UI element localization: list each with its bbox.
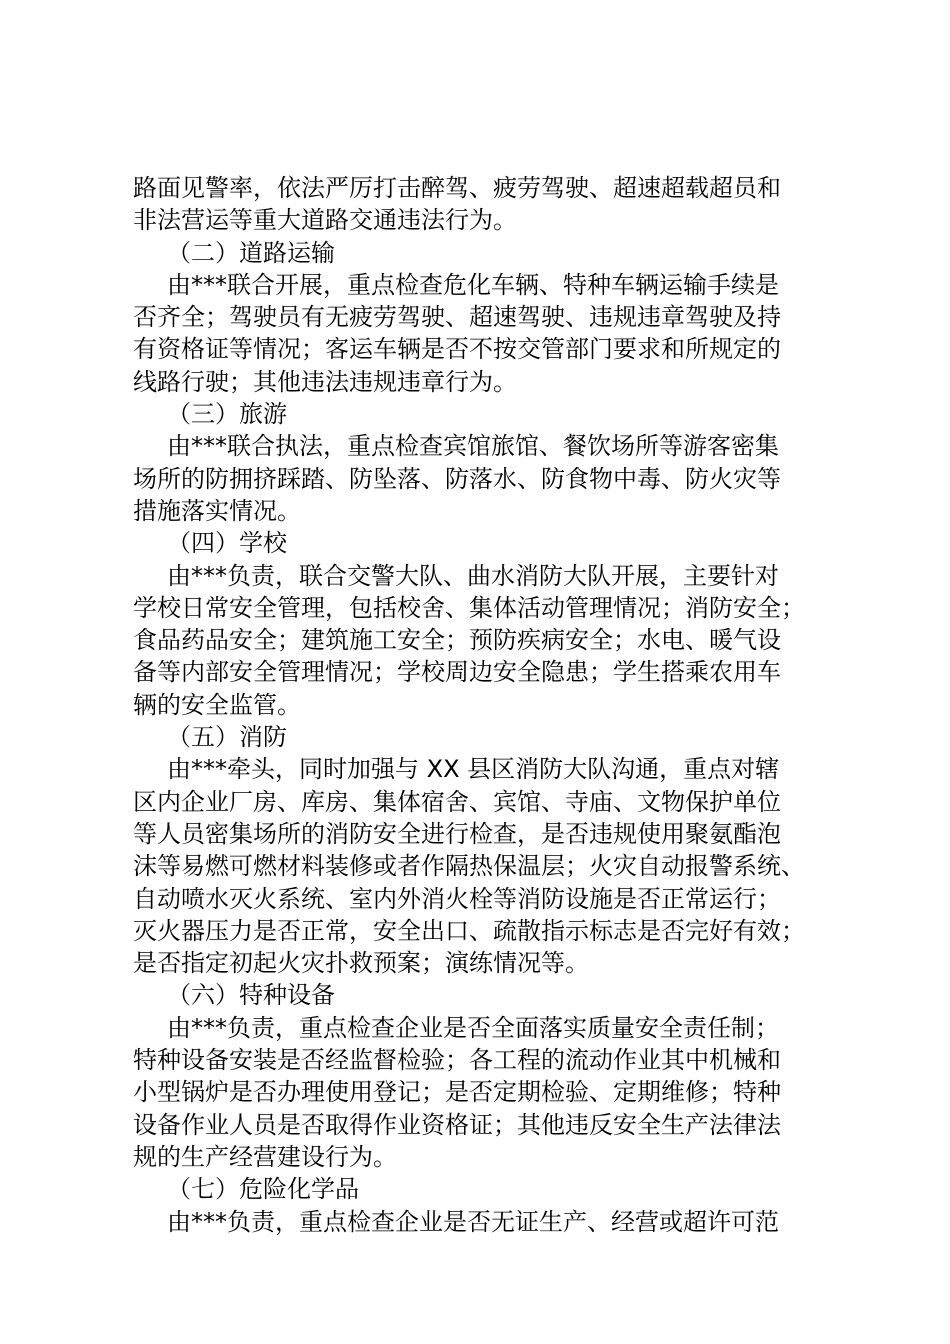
- section-heading: （四）学校: [167, 529, 287, 558]
- document-body: [133, 172, 833, 1238]
- body-text-line: 设备作业人员是否取得作业资格证；其他违反安全生产法律法: [133, 1110, 781, 1139]
- body-text-line: 辆的安全监管。: [133, 690, 301, 719]
- body-text-line: 由***负责，重点检查企业是否全面落实质量安全责任制；: [167, 1013, 779, 1042]
- body-text-line: 非法营运等重大道路交通违法行为。: [133, 206, 517, 235]
- body-text-line: 由***联合开展，重点检查危化车辆、特种车辆运输手续是: [167, 270, 779, 299]
- body-text-line: 线路行驶；其他违法违规违章行为。: [133, 367, 517, 396]
- body-text-line: 由***牵头，同时加强与 XX 县区消防大队沟通，重点对辖: [167, 755, 780, 784]
- section-heading: （六）特种设备: [167, 981, 335, 1010]
- body-text-line: 有资格证等情况；客运车辆是否不按交管部门要求和所规定的: [133, 335, 781, 364]
- body-text-line: 食品药品安全；建筑施工安全；预防疾病安全；水电、暖气设: [133, 626, 781, 655]
- body-text-line: 路面见警率，依法严厉打击醉驾、疲劳驾驶、超速超载超员和: [133, 174, 781, 202]
- body-text-line: 否齐全；驾驶员有无疲劳驾驶、超速驾驶、违规违章驾驶及持: [133, 303, 781, 332]
- section-heading: （五）消防: [167, 723, 287, 752]
- body-text-line: 由***联合执法，重点检查宾馆旅馆、餐饮场所等游客密集: [167, 432, 779, 461]
- section-heading: （三）旅游: [167, 400, 287, 429]
- body-text-line: 灭火器压力是否正常，安全出口、疏散指示标志是否完好有效；: [133, 916, 805, 945]
- body-text-line: 场所的防拥挤踩踏、防坠落、防落水、防食物中毒、防火灾等: [133, 464, 781, 493]
- body-text-line: 由***负责，联合交警大队、曲水消防大队开展，主要针对: [167, 561, 779, 590]
- section-heading: （二）道路运输: [167, 238, 335, 267]
- body-text-line: 沫等易燃可燃材料装修或者作隔热保温层；火灾自动报警系统、: [133, 852, 805, 881]
- body-text-line: 特种设备安装是否经监督检验；各工程的流动作业其中机械和: [133, 1046, 781, 1075]
- body-text-line: 备等内部安全管理情况；学校周边安全隐患；学生搭乘农用车: [133, 658, 781, 687]
- body-text-line: 学校日常安全管理，包括校舍、集体活动管理情况；消防安全；: [133, 593, 805, 622]
- body-text-line: 等人员密集场所的消防安全进行检查，是否违规使用聚氨酯泡: [133, 819, 781, 848]
- body-text-line: 措施落实情况。: [133, 496, 301, 525]
- body-text-line: 自动喷水灭火系统、室内外消火栓等消防设施是否正常运行；: [133, 884, 781, 913]
- body-text-line: 规的生产经营建设行为。: [133, 1142, 397, 1171]
- section-heading: （七）危险化学品: [167, 1175, 359, 1204]
- body-text-line: 区内企业厂房、库房、集体宿舍、宾馆、寺庙、文物保护单位: [133, 787, 781, 816]
- body-text-line: 是否指定初起火灾扑救预案；演练情况等。: [133, 949, 589, 978]
- body-text-line: 由***负责，重点检查企业是否无证生产、经营或超许可范: [167, 1207, 779, 1236]
- body-text-line: 小型锅炉是否办理使用登记；是否定期检验、定期维修；特种: [133, 1078, 781, 1107]
